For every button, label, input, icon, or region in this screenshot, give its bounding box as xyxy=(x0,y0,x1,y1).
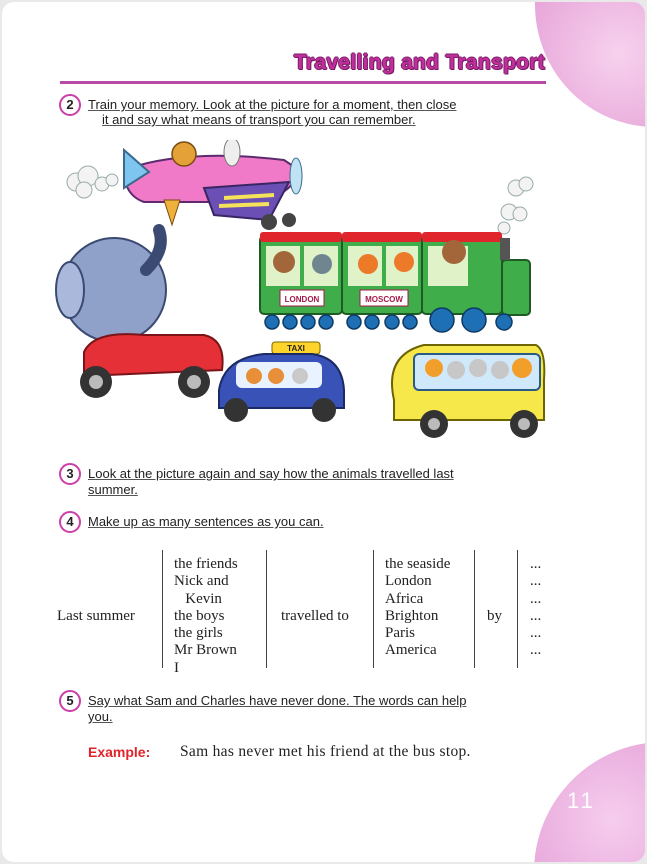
table-cell: ... xyxy=(530,608,542,624)
table-cell: the boys xyxy=(174,608,225,624)
smoke-icon xyxy=(498,177,533,234)
plane-with-animals-icon xyxy=(67,140,302,230)
task-number-5: 5 xyxy=(59,690,81,712)
textbook-page xyxy=(2,2,645,862)
table-cell: the friends xyxy=(174,556,238,572)
train-sign-moscow: MOSCOW xyxy=(365,295,403,304)
table-col-subject-time: Last summer xyxy=(57,608,135,624)
table-cell: ... xyxy=(530,573,542,589)
table-cell: I xyxy=(174,660,179,676)
task-5-line-2: you. xyxy=(88,709,113,724)
transport-illustration xyxy=(54,140,554,450)
task-number-2: 2 xyxy=(59,94,81,116)
page-number: 11 xyxy=(567,788,596,813)
table-divider xyxy=(373,550,374,668)
table-cell: ... xyxy=(530,642,542,658)
taxi-sign: TAXI xyxy=(287,344,305,353)
table-cell: the girls xyxy=(174,625,223,641)
train-sign-london: LONDON xyxy=(284,295,320,304)
page-title: Travelling and Transport xyxy=(293,51,545,74)
train-with-animals-icon xyxy=(260,232,530,332)
table-cell: Mr Brown xyxy=(174,642,237,658)
table-cell: Africa xyxy=(385,591,424,607)
task-2-line-2: it and say what means of transport you can remember. xyxy=(102,112,416,127)
table-col-by: by xyxy=(487,608,502,624)
task-2-line-1: Train your memory. Look at the picture for a moment, then close xyxy=(88,97,457,112)
table-cell: London xyxy=(385,573,432,589)
decorative-corner-top xyxy=(535,2,645,127)
table-cell: ... xyxy=(530,591,542,607)
elephant-in-red-car-icon xyxy=(56,230,223,398)
example-label: Example: xyxy=(88,744,151,760)
table-cell: Kevin xyxy=(174,591,222,607)
table-cell: Paris xyxy=(385,625,415,641)
task-5-line-1: Say what Sam and Charles have never done. The words can help xyxy=(88,693,467,708)
table-divider xyxy=(474,550,475,668)
table-cell: ... xyxy=(530,625,542,641)
task-4-line-1: Make up as many sentences as you can. xyxy=(88,514,324,529)
table-divider xyxy=(266,550,267,668)
table-divider xyxy=(517,550,518,668)
table-cell: Nick and xyxy=(174,573,229,589)
table-cell: the seaside xyxy=(385,556,451,572)
bus-with-animals-icon xyxy=(392,345,544,438)
table-col-verb: travelled to xyxy=(281,608,349,624)
title-underline xyxy=(60,81,546,84)
example-text: Sam has never met his friend at the bus stop. xyxy=(180,743,471,760)
task-3-line-1: Look at the picture again and say how the animals travelled last xyxy=(88,466,454,481)
table-divider xyxy=(162,550,163,668)
table-cell: Brighton xyxy=(385,608,439,624)
taxi-with-animals-icon xyxy=(219,342,344,422)
task-3-line-2: summer. xyxy=(88,482,138,497)
table-cell: America xyxy=(385,642,437,658)
table-cell: ... xyxy=(530,556,542,572)
task-number-4: 4 xyxy=(59,511,81,533)
task-number-3: 3 xyxy=(59,463,81,485)
